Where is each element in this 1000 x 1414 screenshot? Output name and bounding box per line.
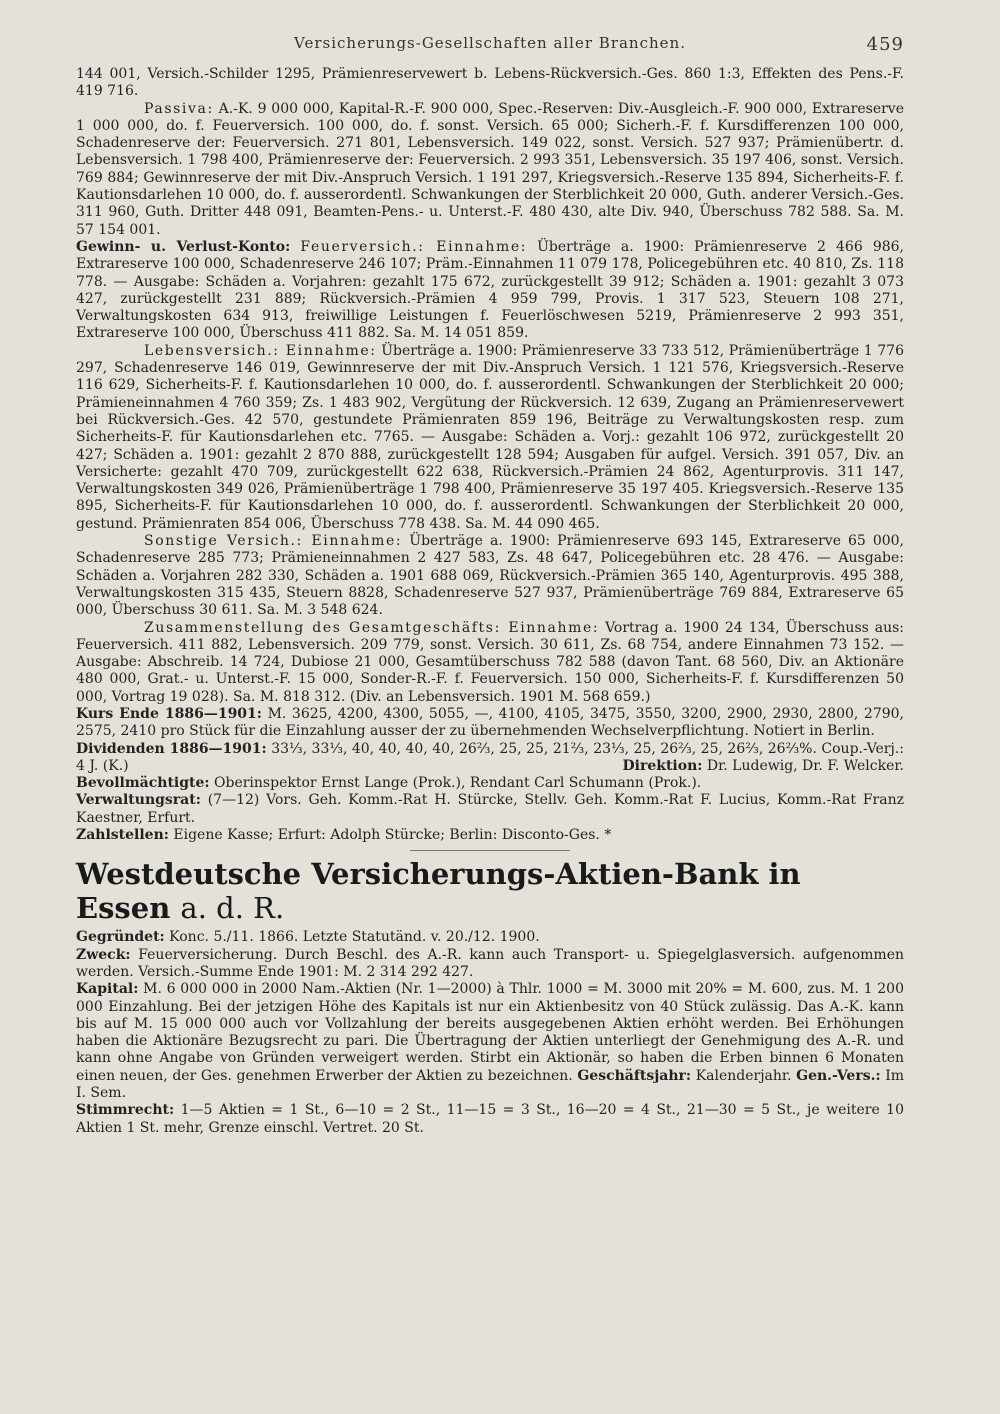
- gegruendet-paragraph: [76, 929, 904, 946]
- direktion-text: Dr. Ludewig, Dr. F. Welcker.: [706, 757, 904, 774]
- gv-feuer-lead: Feuerversich.: Einnahme:: [300, 238, 528, 255]
- dividenden-paragraph: [76, 741, 904, 776]
- gen-vers-text: Im I. Sem.: [76, 1067, 905, 1102]
- running-title: Versicherungs-Gesellschaften aller Branchen.: [294, 34, 686, 52]
- gegruendet-text: Konc. 5./11. 1866. Letzte Statutänd. v. 20./12. 1900.: [169, 929, 540, 946]
- bevoll-text: Oberinspektor Ernst Lange (Prok.), Rendant Carl Schumann (Prok.).: [214, 775, 702, 792]
- zweck-text: Feuerversicherung. Durch Beschl. des A.-R. kann auch Transport- u. Spiegelglasversich. aufgenommen werden. Versich.-Summe Ende 1901: M. 2 314 292 427.: [76, 946, 904, 980]
- verwaltungsrat-paragraph: [76, 792, 904, 827]
- stimmrecht-label: Stimmrecht:: [76, 1102, 175, 1119]
- section-divider: [410, 850, 570, 851]
- company-name: Westdeutsche Versicherungs-Aktien-Bank in Essen: [76, 857, 801, 926]
- zahlstellen-paragraph: [76, 827, 904, 844]
- div-label: Dividenden 1886—1901:: [76, 740, 267, 757]
- kapital-text: M. 6 000 000 in 2000 Nam.-Aktien (Nr. 1—2000) à Thlr. 1000 = M. 3000 mit 20% = M. 600, zus. M. 1 200 000 Einzahlung. Bei der jetzigen Höhe des Kapitals ist nur ein Aktienbesitz von 40 Stück zulässig. Das A.-K. kann bis auf M. 15 000 000 auch vor Vollzahlung der bereits ausgegebenen Aktien erhöht werden. Bei Erhöhungen haben die Aktionäre Bezugsrecht zu pari. Die Übertragung der Aktien unterliegt der Genehmigung des A.-R. und kann ohne Angabe von Gründen verweigert werden. Stirbt ein Aktionär, so haben die Erben binnen 6 Monaten einen neuen, der Ges. genehmen Erwerber der Aktien zu bezeichnen.: [76, 981, 904, 1084]
- verw-text: (7—12) Vors. Geh. Komm.-Rat H. Stürcke, Stellv. Geh. Komm.-Rat F. Lucius, Komm.-Rat Franz Kaestner, Erfurt.: [76, 792, 904, 826]
- zweck-paragraph: [76, 947, 904, 982]
- sonst-text: Überträge a. 1900: Prämienreserve 693 145, Extrareserve 65 000, Schadenreserve 285 773; Prämieneinnahmen 2 427 583, Zs. 48 647, Policegebühren etc. 28 476. — Ausgabe: Schäden a. Vorjahren 282 330, Schäden a. 1901 688 069, Rückversich.-Prämien 365 140, Agenturprovis. 495 388, Verwaltungskosten 315 435, Steuern 8828, Schadenreserve 527 937, Prämienüberträge 769 884, Extrareserve 65 000, Überschuss 30 611. Sa. M. 3 548 624.: [76, 533, 904, 619]
- zusammenstellung-paragraph: [76, 620, 904, 706]
- kurs-paragraph: [76, 706, 904, 741]
- zahl-label: Zahlstellen:: [76, 827, 169, 844]
- bevollmaechtigte-paragraph: [76, 775, 904, 792]
- zus-text: Vortrag a. 1900 24 134, Überschuss aus: Feuerversich. 411 882, Lebensversich. 209 779, sonst. Versich. 30 611, Zs. 68 754, andere Einnahmen 73 152. — Ausgabe: Abschreib. 14 724, Dubiose 21 000, Gesamtüberschuss 782 588 (davon Tant. 68 560, Div. an Aktionäre 480 000, Grat.- u. Unterst.-F. 15 000, Sonder-R.-F. f. Feuerversich. 150 000, Sicherheits-F. f. Kursdifferenzen 50 000, Vortrag 19 028). Sa. M. 818 312. (Div. an Lebensversich. 1901 M. 568 659.): [76, 619, 904, 705]
- gen-vers-label: Gen.-Vers.:: [796, 1067, 881, 1084]
- passiva-text: A.-K. 9 000 000, Kapital-R.-F. 900 000, Spec.-Reserven: Div.-Ausgleich.-F. 900 000, Extrareserve 1 000 000, do. f. Feuerversich. 100 000, do. f. sonst. Versich. 65 000; Sicherh.-F. f. Kursdifferenzen 100 000, Schadenreserve der: Feuerversich. 271 801, Lebensversich. 149 022, sonst. Versich. 527 937; Prämienübertr. d. Lebensversich. 1 798 400, Prämienreserve der: Feuerversich. 2 993 351, Lebensversich. 35 197 406, sonst. Versich. 769 884; Gewinnreserve der mit Div.-Anspruch Versich. 1 191 297, Kriegsversich.-Reserve 135 894, Sicherheits-F. f. Kautionsdarlehen 10 000, do. f. ausserordentl. Schwankungen der Sterblichkeit 20 000, Guth. anderer Versich.-Ges. 311 960, Guth. Dritter 448 091, Beamten-Pens.- u. Unterst.-F. 480 430, alte Div. 940, Überschuss 782 588. Sa. M. 57 154 001.: [76, 100, 904, 238]
- assets-continuation: 144 001, Versich.-Schilder 1295, Prämienreservewert b. Lebens-Rückversich.-Ges. 860 1:3, Effekten des Pens.-F. 419 716.: [76, 66, 904, 100]
- kurs-label: Kurs Ende 1886—1901:: [76, 705, 262, 722]
- company-location-suffix: a. d. R.: [180, 891, 285, 926]
- leben-text: Überträge a. 1900: Prämienreserve 33 733 512, Prämienüberträge 1 776 297, Schadenreserve 146 019, Gewinnreserve der mit Div.-Anspruch Versich. 1 121 576, Kriegsversich.-Reserve 116 629, Sicherheits-F. f. Kautionsdarlehen 10 000, do. f. ausserordentl. Schwankungen der Sterblichkeit 20 000; Prämieneinnahmen 4 760 359; Zs. 1 483 902, Vergütung der Rückversich. 12 639, Zugang an Prämienreservewert bei Rückversich.-Ges. 42 570, gestundete Prämienraten 859 196, Beiträge zu Verwaltungskosten resp. zum Sicherheits-F. für Kautionsdarlehen etc. 7765. — Ausgabe: Schäden a. Vorj.: gezahlt 106 972, zurückgestellt 20 427; Schäden a. 1901: gezahlt 2 870 888, zurückgestellt 128 594; Ausgaben für aufgel. Versich. 391 057, Div. an Versicherte: gezahlt 470 709, zurückgestellt 622 638, Rückversich.-Prämien 24 862, Agenturprovis. 311 147, Verwaltungskosten 349 026, Prämienüberträge 1 798 400, Prämienreserve 35 197 405. Kriegsversich.-Reserve 135 895, Sicherheits-F. für Kautionsdarlehen 10 000, do. f. ausserordentl. Schwankungen der Sterblichkeit 20 000, gestund. Prämienraten 854 006, Überschuss 778 438. Sa. M. 44 090 465.: [76, 342, 904, 532]
- geschaeftsjahr-label: Geschäftsjahr:: [577, 1067, 692, 1084]
- verw-label: Verwaltungsrat:: [76, 792, 201, 809]
- sonst-lead: Sonstige Versich.: Einnahme:: [144, 533, 403, 550]
- running-header: [76, 34, 904, 55]
- direktion-note: [623, 758, 904, 775]
- stimmrecht-text: 1—5 Aktien = 1 St., 6—10 = 2 St., 11—15 = 3 St., 16—20 = 4 St., 21—30 = 5 St., je weitere 10 Aktien 1 St. mehr, Grenze einschl. Vertret. 20 St.: [76, 1102, 904, 1136]
- bevoll-label: Bevollmächtigte:: [76, 775, 210, 792]
- company-title: [76, 857, 904, 925]
- gv-label: Gewinn- u. Verlust-Konto:: [76, 238, 291, 255]
- gegruendet-label: Gegründet:: [76, 929, 165, 946]
- gv-feuer-text: Überträge a. 1900: Prämienreserve 2 466 986, Extrareserve 100 000, Schadenreserve 246 107; Präm.-Einnahmen 11 079 178, Policegebühren etc. 40 810, Zs. 118 778. — Ausgabe: Schäden a. Vorjahren: gezahlt 175 672, zurückgestellt 39 912; Schäden a. 1901: gezahlt 3 073 427, zurückgestellt 231 889; Rückversich.-Prämien 4 959 799, Provis. 1 317 523, Steuern 108 271, Verwaltungskosten 634 913, freiwillige Leistungen f. Feuerlöschwesen 5219, Prämienreserve 2 993 351, Extrareserve 100 000, Überschuss 411 882. Sa. M. 14 051 859.: [76, 238, 904, 342]
- stimmrecht-paragraph: [76, 1102, 904, 1137]
- leben-paragraph: [76, 343, 904, 533]
- div-text: 33⅓, 33⅓, 40, 40, 40, 40, 26⅔, 25, 25, 21⅔, 23⅓, 25, 26⅔, 25, 26⅔, 26⅔%. Coup.-Verj.: 4 J. (K.): [76, 740, 905, 774]
- leben-lead: Lebensversich.: Einnahme:: [144, 342, 377, 359]
- zweck-label: Zweck:: [76, 946, 131, 963]
- passiva-paragraph: [76, 101, 904, 239]
- text-body: [76, 66, 904, 1137]
- geschaeftsjahr-text: Kalenderjahr.: [695, 1067, 792, 1084]
- passiva-label: Passiva:: [144, 100, 214, 117]
- sonst-paragraph: [76, 533, 904, 619]
- kapital-label: Kapital:: [76, 981, 139, 998]
- direktion-label: Direktion:: [622, 757, 703, 774]
- page-number: 459: [866, 34, 904, 55]
- gv-feuer-paragraph: [76, 239, 904, 343]
- kurs-text: M. 3625, 4200, 4300, 5055, —, 4100, 4105, 3475, 3550, 3200, 2900, 2930, 2800, 2790, 2575, 2410 pro Stück für die Einzahlung ausser der zu übernehmenden Wechselverpflichtung. Notiert in Berlin.: [76, 705, 904, 740]
- zus-lead: Zusammenstellung des Gesamtgeschäfts: Einnahme:: [144, 619, 600, 636]
- zahl-text: Eigene Kasse; Erfurt: Adolph Stürcke; Berlin: Disconto-Ges. *: [173, 827, 612, 844]
- kapital-paragraph: [76, 981, 904, 1102]
